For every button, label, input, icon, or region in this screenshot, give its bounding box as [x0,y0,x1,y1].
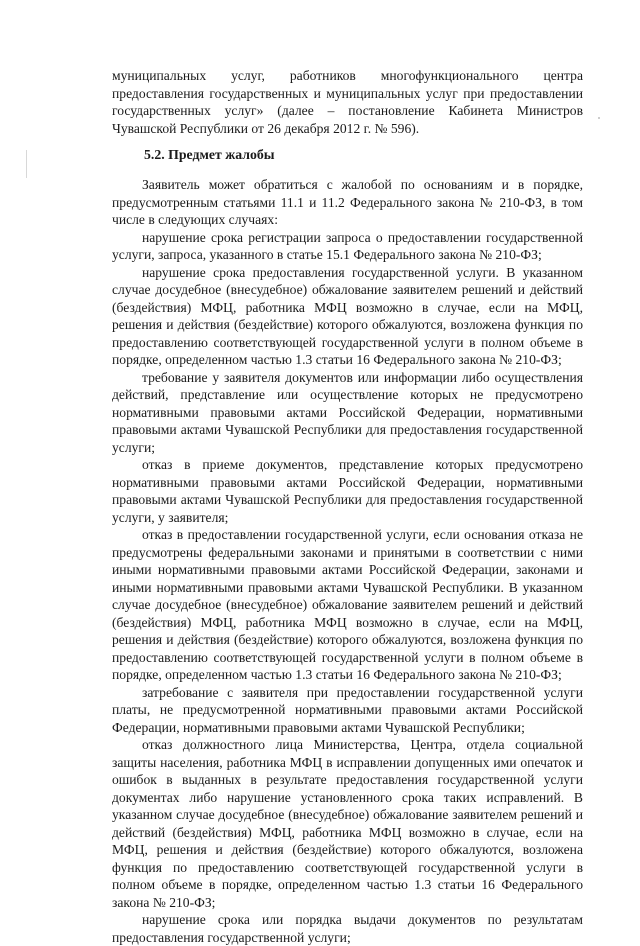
paragraph-registration-deadline: нарушение срока регистрации запроса о предоставлении государственной услуги, запроса, указанного в статье 15.1 Федерального закона № 210-ФЗ; [112,229,583,262]
paragraph-issuance-violation: нарушение срока или порядка выдачи документов по результатам предоставления государственной услуги; [112,912,583,945]
section-body [112,176,583,946]
section-heading: 5.2. Предмет жалобы [144,147,275,162]
paragraph-document-requirement: требование у заявителя документов или информации либо осуществления действий, представление или осуществление которых не предусмотрено нормативными правовыми актами Российской Федерации, нормативными правовыми актами Чувашской Республики для предоставления государственной услуги; [112,369,583,455]
paragraph-fee-demand: затребование с заявителя при предоставлении государственной услуги платы, не предусмотренной нормативными правовыми актами Российской Федерации, нормативными правовыми актами Чувашской Республики; [112,684,583,735]
intro-paragraph-block [112,67,583,137]
paragraph-service-refusal: отказ в предоставлении государственной услуги, если основания отказа не предусмотрены федеральными законами и принятыми в соответствии с ними иными нормативными правовыми актами Российской Федерации, законами и иными нормативными правовыми актами Чувашской Республики. В указанном случае досудебное (внесудебное) обжалование заявителем решений и действий (бездействия) МФЦ, работника МФЦ возможно в случае, если на МФЦ, решения и действия (бездействие) которого обжалуются, возложена функция по предоставлению соответствующей государственной услуги в полном объеме в порядке, определенном частью 1.3 статьи 16 Федерального закона № 210-ФЗ; [112,527,583,682]
intro-paragraph: муниципальных услуг, работников многофункционального центра предоставления государственных и муниципальных услуг при предоставлении государственных услуг» (далее – постановление Кабинета Министров Чувашской Республики от 26 декабря 2012 г. № 596). [112,68,583,136]
paragraph-correction-refusal: отказ должностного лица Министерства, Центра, отдела социальной защиты населения, работника МФЦ в исправлении допущенных ими опечаток и ошибок в выданных в результате предоставления государственной услуги документах либо нарушение установленного срока таких исправлений. В указанном случае досудебное (внесудебное) обжалование заявителем решений и действий (бездействия) МФЦ, работника МФЦ возможно в случае, если на МФЦ, решения и действия (бездействие) которого обжалуются, возложена функция по предоставлению соответствующей государственной услуги в полном объеме в порядке, определенном частью 1.3 статьи 16 Федерального закона № 210-ФЗ; [112,737,583,910]
paragraph-acceptance-refusal: отказ в приеме документов, представление которых предусмотрено нормативными правовыми актами Российской Федерации, нормативными правовыми актами Чувашской Республики для предоставления государственной услуги, у заявителя; [112,457,583,525]
paragraph-grounds: Заявитель может обратиться с жалобой по основаниям и в порядке, предусмотренным статьями 11.1 и 11.2 Федерального закона № 210-ФЗ, в том числе в следующих случаях: [112,177,583,227]
paragraph-provision-deadline: нарушение срока предоставления государственной услуги. В указанном случае досудебное (внесудебное) обжалование заявителем решений и действий (бездействия) МФЦ, работника МФЦ возможно в случае, если на МФЦ, решения и действия (бездействие) которого обжалуются, возложена функция по предоставлению соответствующей государственной услуги в полном объеме в порядке, определенном частью 1.3 статьи 16 Федерального закона № 210-ФЗ; [112,264,583,367]
scan-speck [598,117,600,119]
margin-scan-mark [26,150,27,178]
